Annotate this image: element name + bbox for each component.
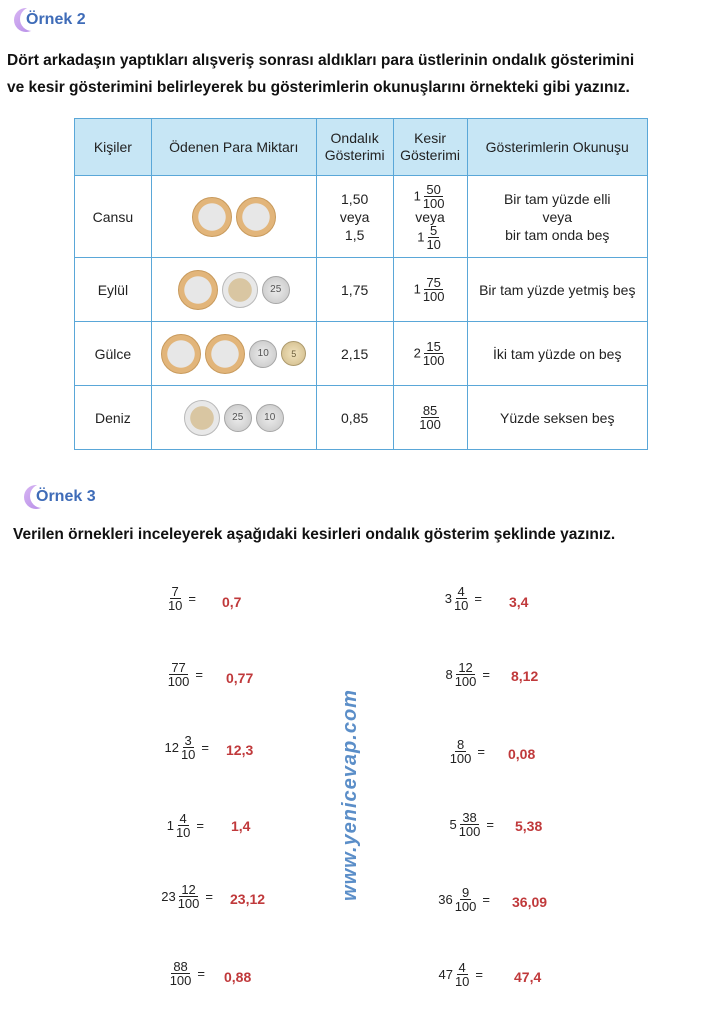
coin-50-kurus-icon (222, 272, 258, 308)
exercise-right-3: $\frac{8}{100}$ = (449, 737, 485, 766)
header-reading: Gösterimlerin Okunuşu (467, 119, 647, 176)
example2-instruction-line2: ve kesir gösterimini belirleyerek bu gösterimlerin okunuşlarını örnekteki gibi yazınız. (7, 79, 630, 96)
exercise-left-5: 23 $\frac{12}{100}$ = (161, 882, 213, 911)
coin-5-kurus-icon: 5 (281, 341, 306, 366)
exercise-right-4: 5 $\frac{38}{100}$ = (449, 810, 494, 839)
example2-heading (14, 8, 86, 32)
coin-1tl-icon (178, 270, 218, 310)
answer-right-4: 5,38 (515, 818, 543, 834)
header-fraction: Kesir Gösterimi (393, 119, 467, 176)
exercise-right-2: 8 $\frac{12}{100}$ = (445, 660, 490, 689)
person-name: Eylül (75, 258, 152, 322)
watermark: www.yenicevap.com (339, 689, 361, 901)
exercise-right-6: 47 $\frac{4}{10}$ = (438, 960, 483, 989)
answer-left-5: 23,12 (230, 891, 266, 907)
table-header-row (75, 119, 648, 176)
example3-heading (24, 485, 96, 509)
coin-25-kurus-icon: 25 (262, 276, 290, 304)
decimal-cell: 1,75 (316, 258, 393, 322)
coin-50-kurus-icon (184, 400, 220, 436)
table-row (75, 176, 648, 258)
coins-cell (151, 176, 316, 258)
decimal-cell: 1,50 veya 1,5 (316, 176, 393, 258)
exercise-left-1: $\frac{7}{10}$ = (167, 584, 196, 613)
reading-cell: Bir tam yüzde yetmiş beş (467, 258, 647, 322)
answer-right-5: 36,09 (512, 894, 548, 910)
exercise-left-2: $\frac{77}{100}$ = (167, 660, 203, 689)
coin-1tl-icon (236, 197, 276, 237)
table-row (75, 322, 648, 386)
person-name: Deniz (75, 386, 152, 450)
coin-1tl-icon (205, 334, 245, 374)
answer-left-6: 0,88 (224, 969, 252, 985)
person-name: Cansu (75, 176, 152, 258)
example3-instruction: Verilen örnekleri inceleyerek aşağıdaki kesirleri ondalık gösterim şeklinde yazınız. (13, 526, 616, 543)
table-row (75, 386, 648, 450)
example2-instruction-line1: Dört arkadaşın yaptıkları alışveriş sonrası aldıkları para üstlerinin ondalık gösterimini (7, 52, 635, 69)
reading-cell: İki tam yüzde on beş (467, 322, 647, 386)
answer-left-1: 0,7 (222, 594, 242, 610)
exercise-left-6: $\frac{88}{100}$ = (169, 959, 205, 988)
fraction-cell: 1 $\frac{50}{100}$ veya 1 $\frac{5}{10}$ (393, 176, 467, 258)
answer-right-3: 0,08 (508, 746, 536, 762)
coin-1tl-icon (192, 197, 232, 237)
exercise-right-5: 36 $\frac{9}{100}$ = (438, 885, 490, 914)
fraction-cell: 2 $\frac{15}{100}$ (393, 322, 467, 386)
header-people: Kişiler (75, 119, 152, 176)
coins-cell (151, 322, 316, 386)
coin-25-kurus-icon: 25 (224, 404, 252, 432)
table-row (75, 258, 648, 322)
answer-left-3: 12,3 (226, 742, 254, 758)
exercise-right-1: 3 $\frac{4}{10}$ = (444, 584, 482, 613)
answer-right-1: 3,4 (509, 594, 529, 610)
header-decimal: Ondalık Gösterimi (316, 119, 393, 176)
example3-title: Örnek 3 (36, 488, 96, 505)
answer-right-6: 47,4 (514, 969, 542, 985)
person-name: Gülce (75, 322, 152, 386)
coin-10-kurus-icon: 10 (249, 340, 277, 368)
coin-1tl-icon (161, 334, 201, 374)
fraction-cell: 1 $\frac{75}{100}$ (393, 258, 467, 322)
decimal-cell: 2,15 (316, 322, 393, 386)
exercise-left-3: 12 $\frac{3}{10}$ = (164, 733, 209, 762)
header-paid: Ödenen Para Miktarı (151, 119, 316, 176)
coin-10-kurus-icon: 10 (256, 404, 284, 432)
example2-instruction (7, 47, 634, 101)
fraction-cell: $\frac{85}{100}$ (393, 386, 467, 450)
exercise-left-4: 1 $\frac{4}{10}$ = (166, 811, 204, 840)
answer-left-4: 1,4 (231, 818, 251, 834)
money-table (74, 118, 648, 450)
coins-cell (151, 386, 316, 450)
reading-cell: Bir tam yüzde elli veya bir tam onda beş (467, 176, 647, 258)
reading-cell: Yüzde seksen beş (467, 386, 647, 450)
answer-right-2: 8,12 (511, 668, 539, 684)
coins-cell (151, 258, 316, 322)
answer-left-2: 0,77 (226, 670, 254, 686)
decimal-cell: 0,85 (316, 386, 393, 450)
example2-title: Örnek 2 (26, 11, 86, 28)
